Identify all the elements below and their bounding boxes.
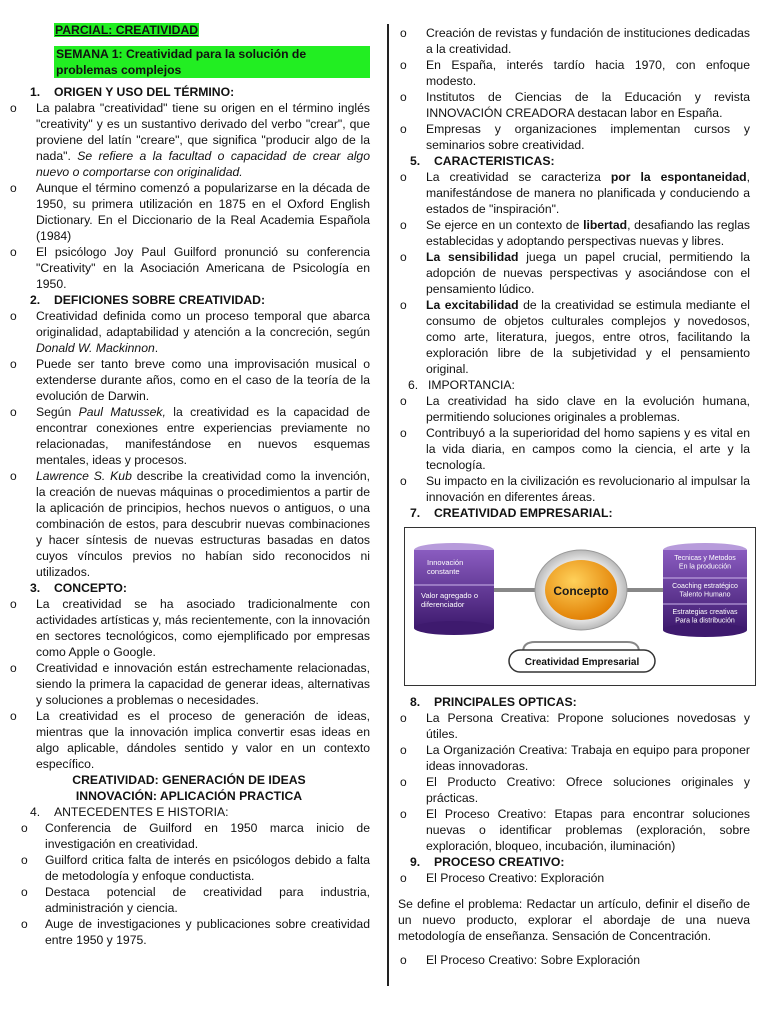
list-item: o Su impacto en la civilización es revolucionario al impulsar la innovación en diferentes áreas.: [400, 474, 750, 504]
list-item: o La Persona Creativa: Propone soluciones novedosas y útiles.: [400, 711, 750, 741]
list-item: o Creación de revistas y fundación de instituciones dedicadas a la creatividad.: [400, 26, 750, 56]
list-item: o La Organización Creativa: Trabaja en equipo para proponer ideas innovadoras.: [400, 743, 750, 773]
list-item: o Creatividad definida como un proceso temporal que abarca originalidad, adaptabilidad y atención a la concreción, según Donald W. Mackinnon.: [10, 309, 370, 355]
list-item: o La creatividad se caracteriza por la espontaneidad, manifestándose de manera no planificada y conduciendo a estados de "inspiración".: [400, 170, 750, 216]
section-heading-8: 8. PRINCIPALES OPTICAS:: [410, 695, 577, 709]
list-item: o Conferencia de Guilford en 1950 marca inicio de investigación en creatividad.: [21, 821, 370, 851]
list-item: o Guilford critica falta de interés en psicólogos debido a falta de metodología y enfoque conductista.: [21, 853, 370, 883]
list-item: o Creatividad e innovación están estrechamente relacionadas, siendo la primera la capacidad de generar ideas, alternativas y soluciones a problemas o necesidades.: [10, 661, 370, 707]
list-item: o El psicólogo Joy Paul Guilford pronunció su conferencia "Creativity" en la Asociación Americana de Psicología en 1950.: [10, 245, 370, 291]
creatividad-empresarial-diagram: [404, 527, 756, 686]
paragraph: Se define el problema: Redactar un artículo, definir el diseño de un nuevo producto, explorar el abordaje de una nueva metodología de enseñanza. Sensación de Concentración.: [398, 897, 750, 943]
list-item: o Auge de investigaciones y publicaciones sobre creatividad entre 1950 y 1975.: [21, 917, 370, 947]
centered-heading: INNOVACIÓN: APLICACIÓN PRACTICA: [75, 789, 303, 803]
section-heading-4: 4. ANTECEDENTES E HISTORIA:: [30, 805, 229, 819]
section-heading-5: 5. CARACTERISTICAS:: [410, 154, 555, 168]
diagram-graphic: [405, 528, 755, 685]
diagram-label-r3: Estrategias creativas Para la distribución: [672, 609, 738, 625]
list-item: o El Producto Creativo: Ofrece soluciones originales y prácticas.: [400, 775, 750, 805]
list-item: o La creatividad es el proceso de generación de ideas, mientras que la innovación implica convertir esas ideas en algo aplicable, dándoles sentido y valor en un contexto específico.: [10, 709, 370, 771]
list-item: o El Proceso Creativo: Exploración: [400, 871, 605, 885]
list-item: o La creatividad se ha asociado tradicionalmente con actividades artísticas y, más recientemente, con la innovación en sectores tecnológicos, como ejemplificado por empresas como Apple o Google.: [10, 597, 370, 659]
list-item: o Según Paul Matussek, la creatividad es la capacidad de encontrar conexiones entre experiencias previamente no relacionadas, manifestándose en nuevos esquemas mentales, ideas y procesos.: [10, 405, 370, 467]
list-item: o Lawrence S. Kub describe la creatividad como la invención, la creación de nuevas máquinas o procedimientos a partir de la aplicación de principios, hechos nuevos o antiguos, o una combinación de estos, para descubrir nuevas combinaciones y hacer síntesis de nuevas estructuras basadas en datos cuyos vínculos previos no habían sido reconocidos ni utilizados.: [10, 469, 370, 579]
diagram-center-label: Concepto: [553, 584, 609, 598]
list-item: o El Proceso Creativo: Sobre Exploración: [400, 953, 641, 967]
section-heading-3: 3. CONCEPTO:: [30, 581, 127, 595]
list-item: o Destaca potencial de creatividad para industria, administración y ciencia.: [21, 885, 370, 915]
left-stack: [414, 543, 494, 635]
section-heading-7: 7. CREATIVIDAD EMPRESARIAL:: [410, 506, 613, 520]
list-item: o Se ejerce en un contexto de libertad, desafiando las reglas establecidas y adoptando perspectivas nuevas y libres.: [400, 218, 750, 248]
cylinder-bottom: [414, 621, 494, 635]
diagram-bottom-label: Creatividad Empresarial: [524, 657, 640, 668]
column-divider: [387, 24, 389, 986]
diagram-label-l2: Valor agregado o diferenciador: [421, 591, 478, 609]
list-item: o Puede ser tanto breve como una improvisación musical o extenderse durante años, como en el caso de la teoría de la evolución de Darwin.: [10, 357, 370, 403]
diagram-label-l1: Innovación constante: [427, 558, 464, 576]
list-item: o Contribuyó a la superioridad del homo sapiens y es vital en la vida diaria, en campos como la ciencia, el arte y la tecnología.: [400, 426, 750, 472]
list-item: o La excitabilidad de la creatividad se estimula mediante el consumo de objetos culturales complejos y novedosos, como arte, literatura, juegos, entre otros, facilitando la exploración libre de la subjetividad y el pensamiento original.: [400, 298, 750, 376]
section-heading-6: 6. IMPORTANCIA:: [408, 378, 515, 392]
list-item: o La sensibilidad juega un papel crucial, permitiendo la adopción de nuevas perspectivas y asociándose con el pensamiento lúdico.: [400, 250, 750, 296]
document-subtitle: SEMANA 1: Creatividad para la solución de problemas complejos: [54, 46, 370, 78]
list-item: o Institutos de Ciencias de la Educación y revista INNOVACIÓN CREADORA destacan labor en España.: [400, 90, 750, 120]
section-heading-9: 9. PROCESO CREATIVO:: [410, 855, 565, 869]
list-item: o Empresas y organizaciones implementan cursos y seminarios sobre creatividad.: [400, 122, 750, 152]
list-item: o La palabra "creatividad" tiene su origen en el término inglés "creativity" y es un sustantivo derivado del verbo "crear", que proviene del latín "creare", que significa "producir algo de la nada". Se refiere a la facultad o capacidad de crear algo nuevo o comportarse con originalidad.: [10, 101, 370, 179]
cylinder-bottom: [663, 623, 747, 637]
diagram-label-r2: Coaching estratégico Talento Humano: [672, 583, 738, 599]
list-item: o El Proceso Creativo: Etapas para encontrar soluciones nuevas o identificar problemas (exploración, sobre exploración, bloqueo, incubación, iluminación): [400, 807, 750, 853]
section-heading-2: 2. DEFICIONES SOBRE CREATIVIDAD:: [30, 293, 266, 307]
list-item: o En España, interés tardío hacia 1970, con enfoque modesto.: [400, 58, 750, 88]
right-column: [398, 25, 750, 968]
list-item: o Aunque el término comenzó a popularizarse en la década de 1950, su primera utilización en 1875 en el Oxford English Dictionary. En el Diccionario de la Real Academia Española (1984): [10, 181, 370, 243]
diagram-label-r1: Tecnicas y Metodos En la producción: [674, 555, 736, 571]
left-column: [8, 22, 370, 948]
centered-heading: CREATIVIDAD: GENERACIÓN DE IDEAS: [72, 773, 306, 787]
section-heading-1: 1. ORIGEN Y USO DEL TÉRMINO:: [30, 85, 235, 99]
list-item: o La creatividad ha sido clave en la evolución humana, permitiendo soluciones originales a problemas.: [400, 394, 750, 424]
document-title: PARCIAL: CREATIVIDAD: [55, 23, 199, 37]
